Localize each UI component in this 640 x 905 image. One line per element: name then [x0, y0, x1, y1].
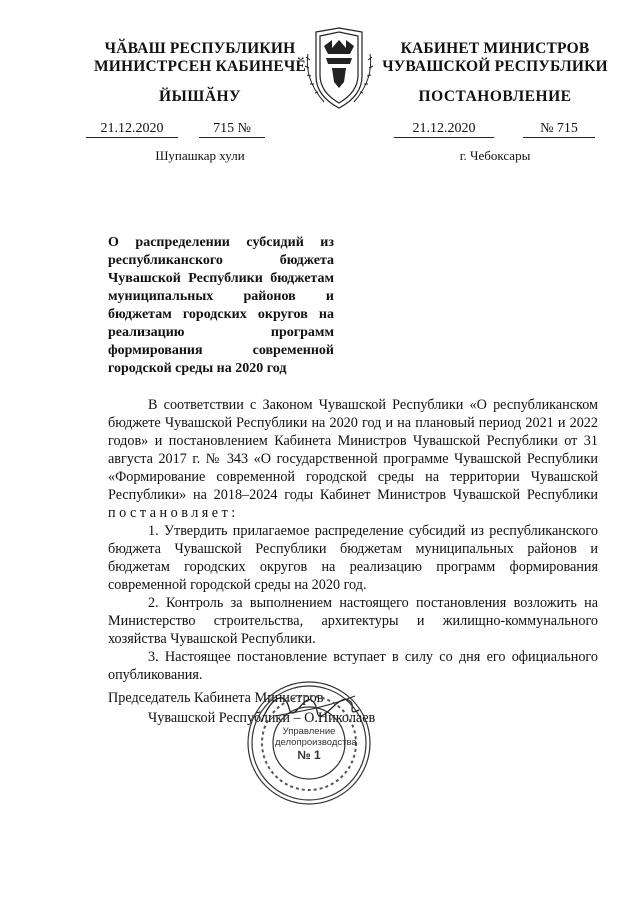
body-paragraph-1-resolves: постановляет:	[108, 505, 239, 521]
header-right-title	[380, 40, 610, 76]
right-date: 21.12.2020	[394, 121, 494, 138]
signature-name: О.Николаев	[304, 710, 376, 726]
signature-org: Чувашской Республики	[148, 710, 290, 726]
stamp-line3: № 1	[297, 748, 321, 762]
body-paragraph-1-text: В соответствии с Законом Чувашской Республики «О республиканском бюджете Чувашской Республики на 2020 год и на плановый период 2021 и 2022 годов» и постановлением Кабинета Министров Чувашской Республики от 31 августа 2017 г. № 343 «О государственной программе Чувашской Республики «Формирование современной городской среды на территории Чувашской Республики» на 2018–2024 годы Кабинет Министров Чувашской Республики	[108, 397, 598, 503]
body-paragraph-4: 3. Настоящее постановление вступает в силу со дня его официального опубликования.	[108, 649, 598, 683]
left-date-line	[86, 121, 265, 138]
header-right-line1: КАБИНЕТ МИНИСТРОВ	[400, 40, 590, 57]
left-date: 21.12.2020	[86, 121, 178, 138]
right-date-line	[394, 121, 595, 138]
document-subject: О распределении субсидий из республиканского бюджета Чувашской Республики бюджетам муниципальных районов и бюджетам городских округов на реализацию программ формирования современной городской среды на 2020 год	[108, 235, 334, 376]
body-paragraph-1	[108, 396, 598, 522]
left-number: 715 №	[199, 121, 265, 138]
place-left: Шупашкар хули	[155, 148, 245, 163]
header-left-line2: МИНИСТРСЕН КАБИНЕЧӖ	[93, 58, 307, 75]
document-body	[108, 396, 598, 684]
signature-line2: Чувашской Республики – О.Николаев	[148, 710, 376, 726]
body-paragraph-2: 1. Утвердить прилагаемое распределение субсидий из республиканского бюджета Чувашской Республики бюджетам муниципальных районов и бюджетам городских округов на реализацию программ формирования современной городской среды на 2020 год.	[108, 523, 598, 593]
header-left-line1: ЧӐВАШ РЕСПУБЛИКИН	[104, 40, 296, 57]
body-paragraph-3: 2. Контроль за выполнением настоящего постановления возложить на Министерство строительства, архитектуры и жилищно-коммунального хозяйства Чувашской Республики.	[108, 595, 598, 647]
header-right-line2: ЧУВАШСКОЙ РЕСПУБЛИКИ	[382, 58, 608, 75]
header-left-title	[90, 40, 310, 76]
chuvash-emblem-icon	[302, 24, 376, 114]
right-number: № 715	[523, 121, 595, 138]
stamp-line2: делопроизводства	[275, 737, 357, 748]
doc-type-right: ПОСТАНОВЛЕНИЕ	[418, 88, 572, 105]
signature-line1: Председатель Кабинета Министров	[108, 690, 324, 706]
stamp-inner-text	[275, 726, 357, 762]
stamp-line1: Управление	[282, 726, 336, 737]
place-right: г. Чебоксары	[459, 148, 531, 163]
doc-type-left: ЙЫШӐНУ	[159, 88, 241, 105]
